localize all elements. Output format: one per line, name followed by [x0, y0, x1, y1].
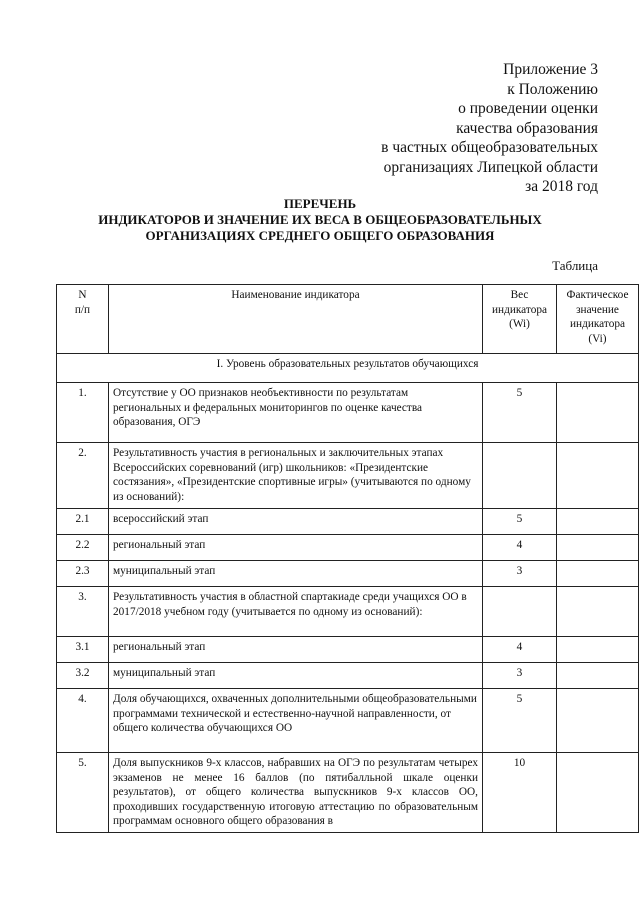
row-actual	[557, 535, 639, 561]
row-num: 5.	[57, 753, 109, 833]
row-weight: 5	[483, 509, 557, 535]
row-weight: 4	[483, 637, 557, 663]
row-name: муниципальный этап	[109, 663, 483, 689]
appendix-line: за 2018 год	[525, 178, 598, 195]
appendix-line: о проведении оценки	[458, 100, 598, 117]
table-row	[57, 443, 639, 509]
row-weight	[483, 587, 557, 637]
appendix-line: в частных общеобразовательных	[381, 139, 598, 156]
row-num: 3.1	[57, 637, 109, 663]
row-num: 3.	[57, 587, 109, 637]
row-name: Доля выпускников 9-х классов, набравших на ОГЭ по результатам четырех экзаменов не менее 16 баллов (по пятибалльной шкале оценки результатов), от общего количества выпускников 9-х классов ОО, проходивших государственную итоговую аттестацию по образовательным программам основного общего образования в	[109, 753, 483, 833]
heading-line-2: ИНДИКАТОРОВ И ЗНАЧЕНИЕ ИХ ВЕСА В ОБЩЕОБРАЗОВАТЕЛЬНЫХ	[98, 212, 542, 227]
header-weight: Вес индикатора (Wi)	[483, 285, 557, 354]
row-name: Отсутствие у ОО признаков необъективности по результатам региональных и федеральных мониторингов по оценке качества образования, ОГЭ	[109, 383, 483, 443]
document-heading	[0, 196, 640, 244]
section-title: I. Уровень образовательных результатов обучающихся	[57, 354, 639, 383]
row-weight: 4	[483, 535, 557, 561]
row-actual	[557, 509, 639, 535]
row-num: 1.	[57, 383, 109, 443]
row-actual	[557, 443, 639, 509]
row-name: Результативность участия в региональных и заключительных этапах Всероссийских соревнований (игр) школьников: «Президентские состязания», «Президентские спортивные игры» (учитываются по одному из оснований):	[109, 443, 483, 509]
header-num: N п/п	[57, 285, 109, 354]
appendix-line: к Положению	[507, 80, 598, 98]
row-actual	[557, 383, 639, 443]
row-weight	[483, 443, 557, 509]
row-actual	[557, 689, 639, 753]
table-row	[57, 663, 639, 689]
table-row	[57, 383, 639, 443]
row-name: региональный этап	[109, 535, 483, 561]
appendix-line: Приложение 3	[503, 61, 598, 78]
table-row	[57, 637, 639, 663]
section-row	[57, 354, 639, 383]
table-label: Таблица	[552, 258, 598, 273]
row-actual	[557, 637, 639, 663]
row-weight: 3	[483, 561, 557, 587]
table-row	[57, 753, 639, 833]
heading-line-3: ОРГАНИЗАЦИЯХ СРЕДНЕГО ОБЩЕГО ОБРАЗОВАНИЯ	[145, 228, 495, 243]
row-num: 4.	[57, 689, 109, 753]
appendix-line: качества образования	[456, 119, 598, 137]
row-weight: 5	[483, 383, 557, 443]
appendix-line: организациях Липецкой области	[383, 158, 598, 176]
row-weight: 3	[483, 663, 557, 689]
row-name: Результативность участия в областной спартакиаде среди учащихся ОО в 2017/2018 учебном году (учитывается по одному из оснований):	[109, 587, 483, 637]
table-row	[57, 509, 639, 535]
row-actual	[557, 561, 639, 587]
table-row	[57, 587, 639, 637]
row-name: Доля обучающихся, охваченных дополнительными общеобразовательными программами технической и естественно-научной направленности, от общего количества обучающихся ОО	[109, 689, 483, 753]
row-name: всероссийский этап	[109, 509, 483, 535]
row-actual	[557, 663, 639, 689]
table-row	[57, 535, 639, 561]
header-actual: Фактическое значение индикатора (Vi)	[557, 285, 639, 354]
heading-line-1: ПЕРЕЧЕНЬ	[283, 196, 357, 211]
row-name: региональный этап	[109, 637, 483, 663]
table-row	[57, 689, 639, 753]
row-weight: 5	[483, 689, 557, 753]
row-num: 2.1	[57, 509, 109, 535]
row-num: 3.2	[57, 663, 109, 689]
row-weight: 10	[483, 753, 557, 833]
row-name: муниципальный этап	[109, 561, 483, 587]
appendix-reference	[381, 60, 598, 197]
row-num: 2.	[57, 443, 109, 509]
header-name: Наименование индикатора	[109, 285, 483, 354]
table-row	[57, 561, 639, 587]
row-num: 2.2	[57, 535, 109, 561]
row-actual	[557, 587, 639, 637]
row-actual	[557, 753, 639, 833]
table-header-row	[57, 285, 639, 354]
row-num: 2.3	[57, 561, 109, 587]
indicators-table	[56, 284, 639, 833]
